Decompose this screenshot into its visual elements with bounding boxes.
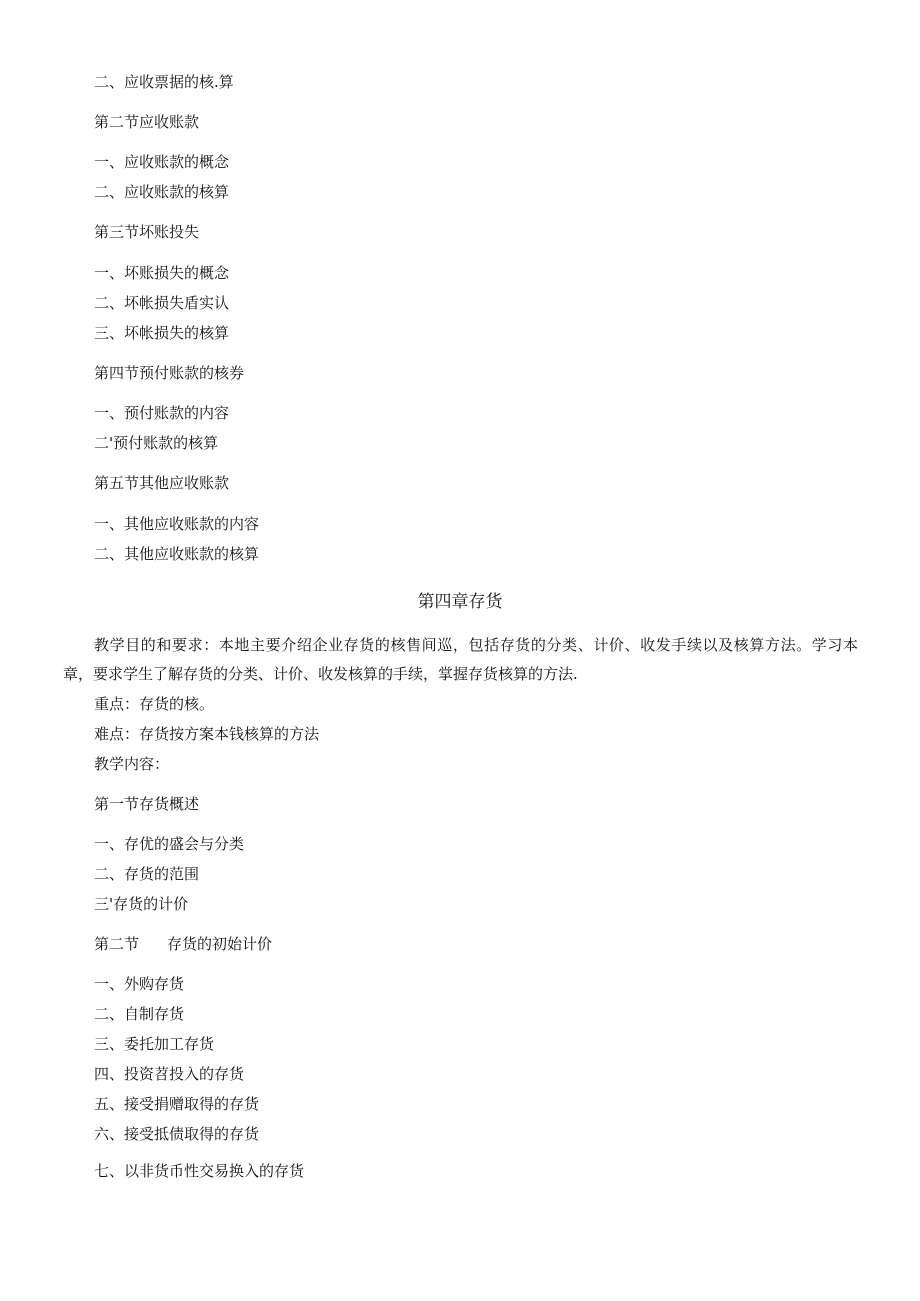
list-item: 一、其他应收账款的内容 bbox=[94, 515, 260, 533]
section-title: 第二节应收账款 bbox=[94, 113, 200, 131]
section-name: 存货的初始计价 bbox=[167, 935, 273, 953]
list-item: 三'存货的计价 bbox=[94, 895, 189, 913]
list-item: 一、预付账款的内容 bbox=[94, 404, 230, 422]
key-point: 重点：存货的核。 bbox=[94, 695, 215, 713]
section-title: 第一节存货概述 bbox=[94, 795, 200, 813]
list-item: 四、投资苕投入的存货 bbox=[94, 1065, 245, 1083]
list-item: 六、接受抵债取得的存货 bbox=[94, 1125, 260, 1143]
list-item: 二、应收账款的核算 bbox=[94, 183, 230, 201]
list-item: 一、存优的盛会与分类 bbox=[94, 835, 245, 853]
content-label: 教学内容： bbox=[94, 755, 170, 773]
list-item: 一、坏账损失的概念 bbox=[94, 264, 230, 282]
list-item: 二'预付账款的核算 bbox=[94, 434, 219, 452]
list-item: 二、应收票据的核.算 bbox=[94, 73, 234, 91]
section-title bbox=[94, 933, 272, 955]
section-number: 第二节 bbox=[94, 935, 140, 953]
list-item: 三、坏帐损失的核算 bbox=[94, 324, 230, 342]
list-item: 二、其他应收账款的核算 bbox=[94, 545, 260, 563]
list-item: 七、以非货币性交易换入的存货 bbox=[94, 1162, 305, 1180]
list-item: 一、应收账款的概念 bbox=[94, 153, 230, 171]
list-item: 五、接受捐赠取得的存货 bbox=[94, 1095, 260, 1113]
list-item: 三、委托加工存货 bbox=[94, 1035, 215, 1053]
section-title: 第四节预付账款的核券 bbox=[94, 364, 245, 382]
teaching-objectives: 教学目的和要求：本地主要介绍企业存货的核售间巡，包括存货的分类、计价、收发手续以及核算方法。学习本章，要求学生了解存货的分类、计价、收发核算的手续，掌握存货核算的方法. bbox=[63, 636, 858, 683]
section-title: 第三节坏账投失 bbox=[94, 223, 200, 241]
section-title: 第五节其他应收账款 bbox=[94, 474, 230, 492]
list-item: 二、自制存货 bbox=[94, 1005, 185, 1023]
list-item: 二、坏帐损失盾实认 bbox=[94, 294, 230, 312]
list-item: 一、外购存货 bbox=[94, 975, 185, 993]
chapter-title: 第四章存货 bbox=[417, 592, 503, 612]
difficulty: 难点：存货按方案本钱核算的方法 bbox=[94, 725, 320, 743]
list-item: 二、存货的范围 bbox=[94, 865, 200, 883]
